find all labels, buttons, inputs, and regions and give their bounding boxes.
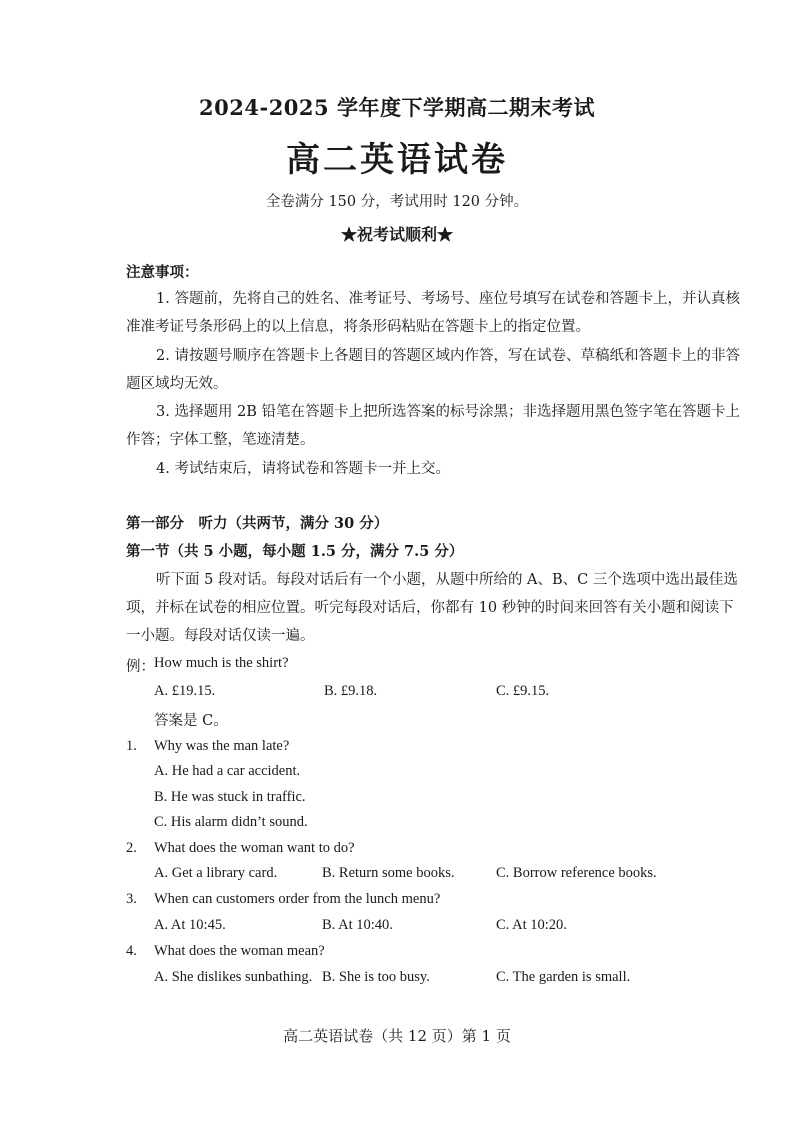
notice-item-3-line2: 作答；字体工整，笔迹清楚。 [126,432,315,448]
instructions-line1: 听下面 5 段对话。每段对话后有一个小题，从题中所给的 A、B、C 三个选项中选出最佳选 [156,572,738,588]
example-option-c: C. £9.15. [496,683,550,699]
good-luck-banner: ★祝考试顺利★ [340,225,453,244]
q1-option-b: B. He was stuck in traffic. [154,789,306,805]
section1-heading: 第一节（共 5 小题，每小题 1.5 分，满分 7.5 分） [126,543,464,560]
q3-option-a: A. At 10:45. [154,917,226,933]
question-number: 4. [126,943,137,959]
q2-option-b: B. Return some books. [322,865,455,881]
q4-option-c: C. The garden is small. [496,969,631,985]
example-question: How much is the shirt? [154,655,289,671]
q4-option-a: A. She dislikes sunbathing. [154,969,313,985]
question-text: What does the woman want to do? [154,840,355,856]
example-answer: 答案是 C。 [154,713,228,729]
q4-option-b: B. She is too busy. [322,969,430,985]
question-text: Why was the man late? [154,738,290,754]
q1-option-a: A. He had a car accident. [154,763,301,779]
paper-subtitle: 高二英语试卷 [286,140,508,180]
notice-item-4: 4. 考试结束后，请将试卷和答题卡一并上交。 [156,461,450,477]
exam-meta: 全卷满分 150 分，考试用时 120 分钟。 [265,194,529,210]
notice-heading: 注意事项： [126,264,199,281]
question-text: When can customers order from the lunch menu? [154,891,441,907]
question-text: What does the woman mean? [154,943,325,959]
q3-option-c: C. At 10:20. [496,917,567,933]
q2-option-a: A. Get a library card. [154,865,278,881]
instructions-line3: 一小题。每段对话仅读一遍。 [126,628,315,644]
question-number: 1. [126,738,137,754]
page-footer: 高二英语试卷（共 12 页）第 1 页 [283,1027,511,1045]
example-option-b: B. £9.18. [324,683,378,699]
question-number: 3. [126,891,137,907]
notice-item-2-line1: 2. 请按题号顺序在答题卡上各题目的答题区域内作答，写在试卷、草稿纸和答题卡上的非答 [156,348,740,364]
question-number: 2. [126,840,137,856]
q3-option-b: B. At 10:40. [322,917,393,933]
q2-option-c: C. Borrow reference books. [496,865,657,881]
instructions-line2: 项，并标在试卷的相应位置。听完每段对话后，你都有 10 秒钟的时间来回答有关小题和阅读下 [126,600,734,616]
notice-item-1-line2: 准准考证号条形码上的以上信息，将条形码粘贴在答题卡上的指定位置。 [126,319,590,335]
notice-item-2-line2: 题区域均无效。 [126,376,228,392]
notice-item-3-line1: 3. 选择题用 2B 铅笔在答题卡上把所选答案的标号涂黑；非选择题用黑色签字笔在答题卡上 [156,404,741,420]
q1-option-c: C. His alarm didn’t sound. [154,814,308,830]
part1-heading: 第一部分 听力（共两节，满分 30 分） [126,515,389,532]
example-label: 例： [126,659,155,675]
exam-title: 2024-2025 学年度下学期高二期末考试 [199,95,595,120]
example-option-a: A. £19.15. [154,683,216,699]
notice-item-1-line1: 1. 答题前，先将自己的姓名、准考证号、考场号、座位号填写在试卷和答题卡上，并认真核 [156,291,740,307]
